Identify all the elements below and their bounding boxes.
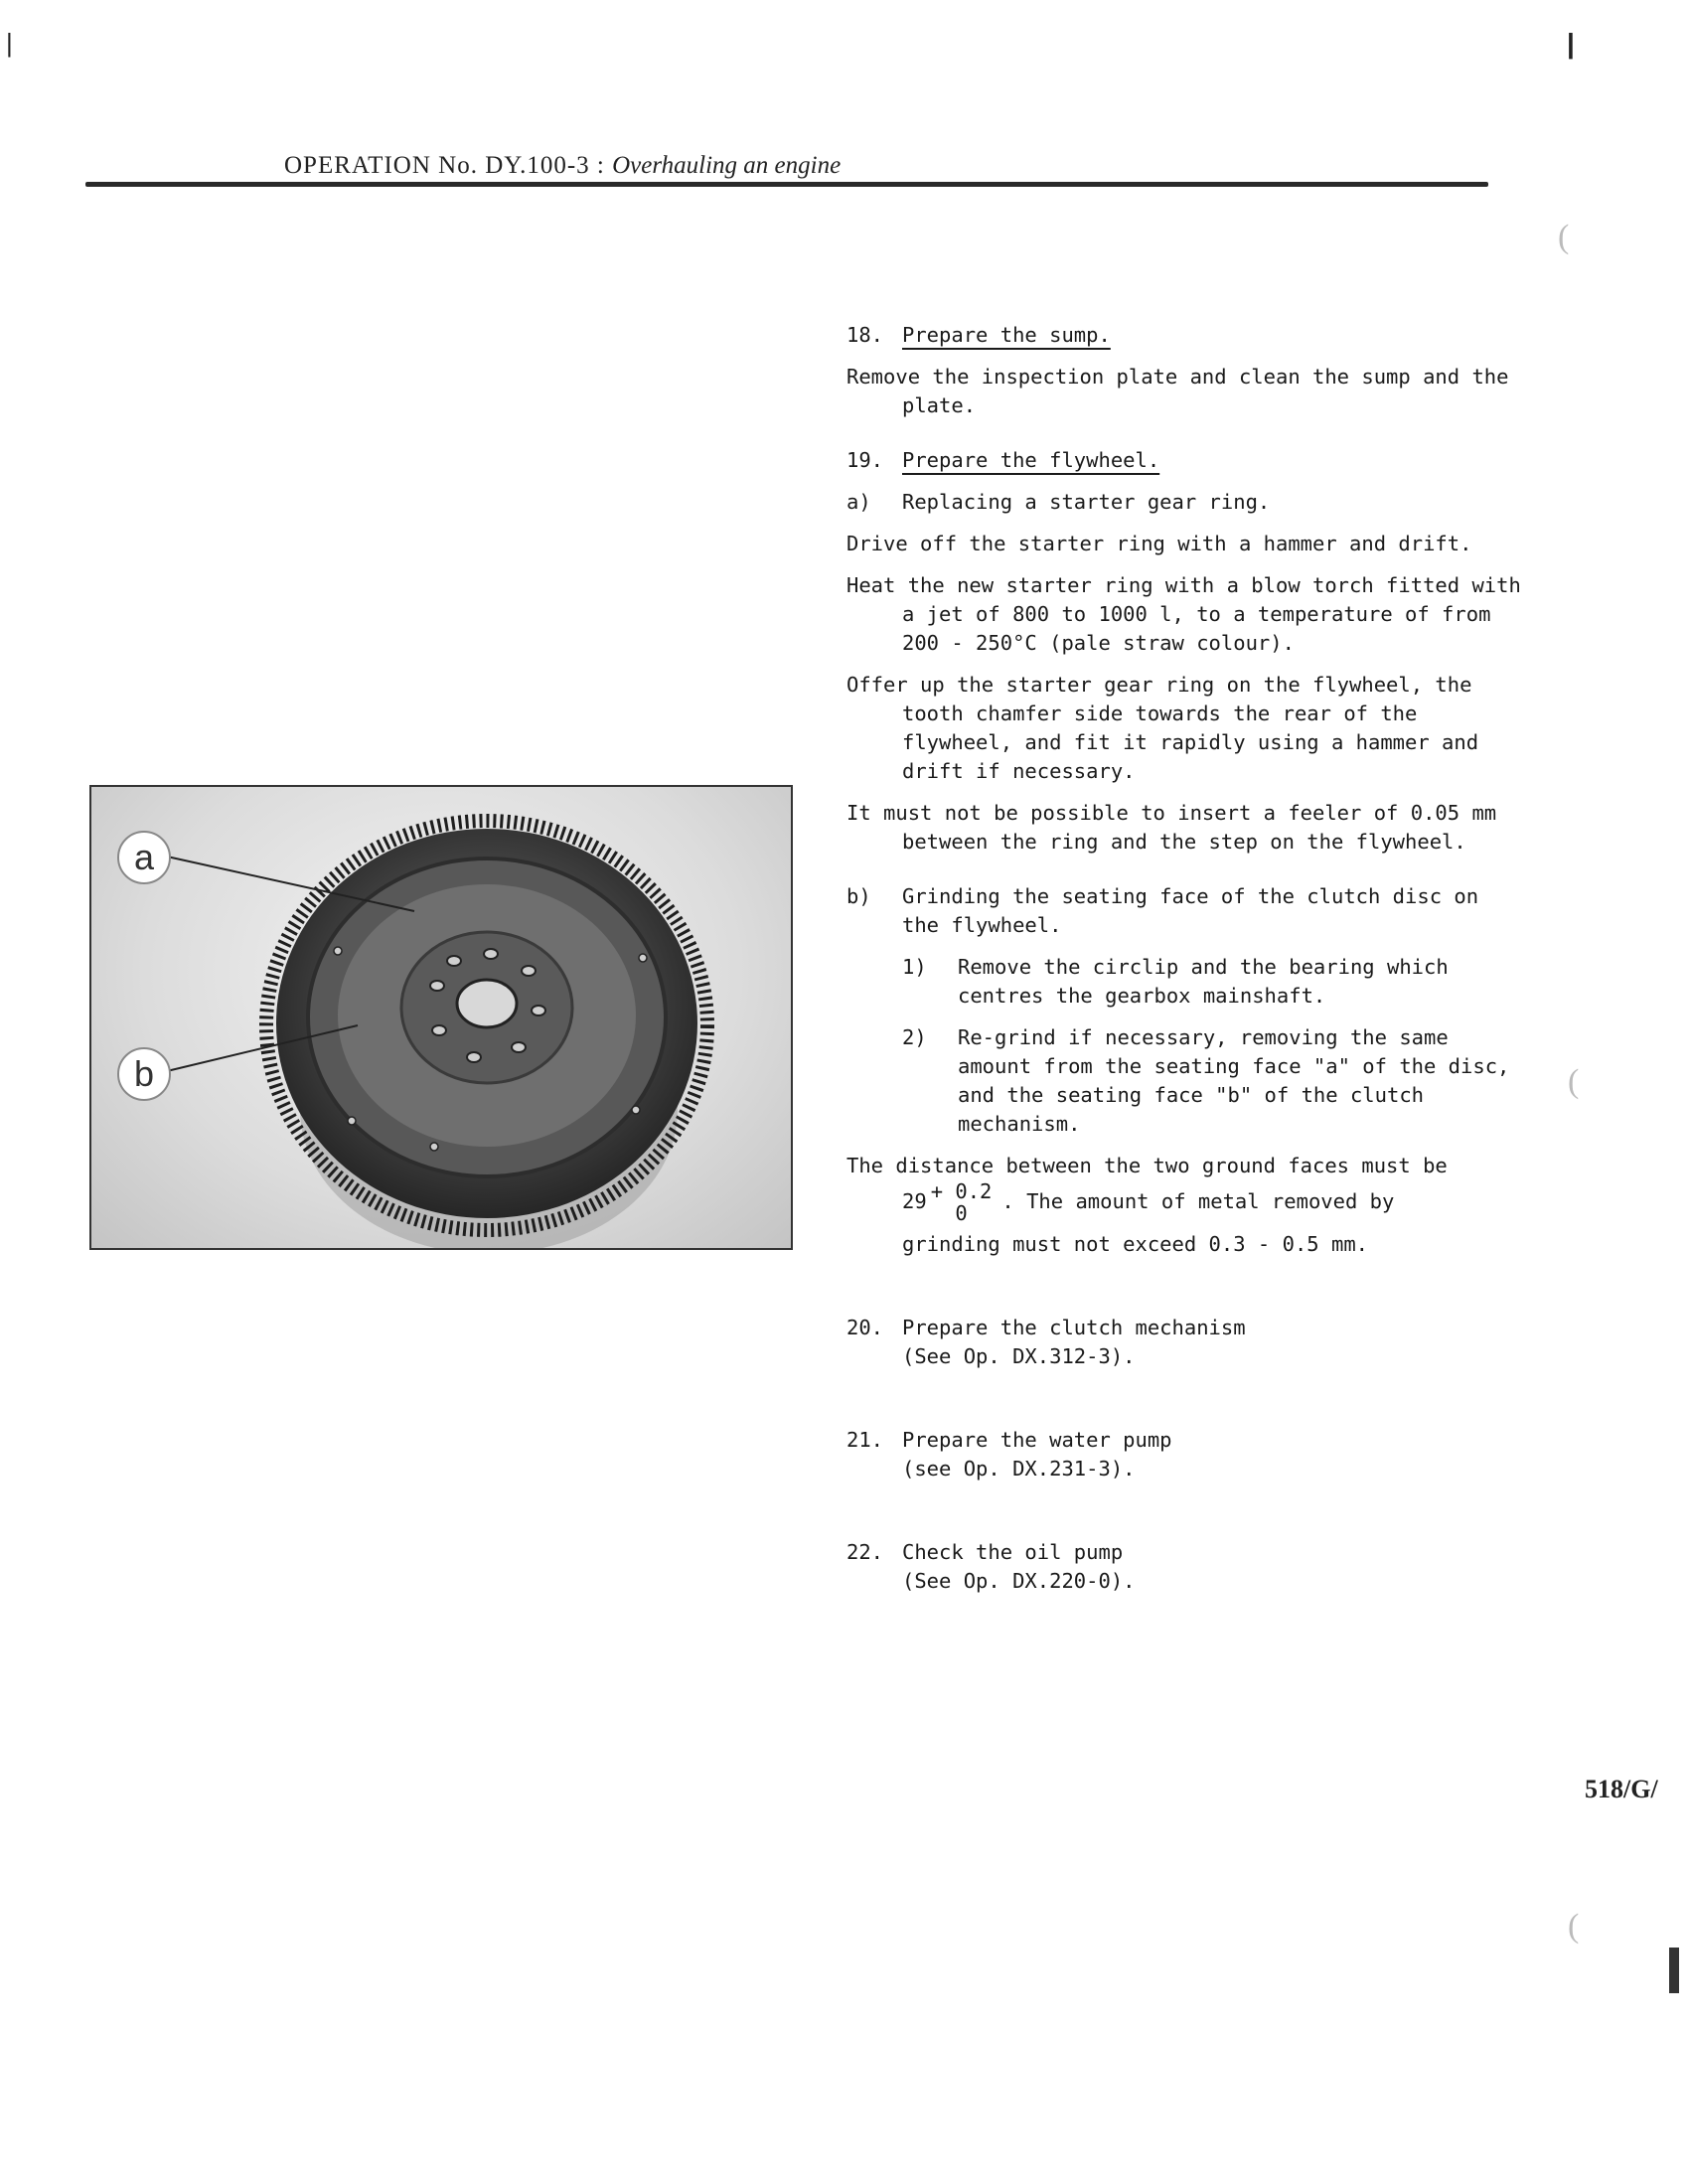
subsection-a (846, 488, 1522, 517)
substep-1 (846, 953, 1522, 1011)
section-20 (846, 1314, 1522, 1371)
section-19-heading (846, 446, 1522, 475)
substep-2 (846, 1023, 1522, 1139)
paragraph: Offer up the starter gear ring on the flywheel, the tooth chamfer side towards the rear of the flywheel, and fit it rapidly using a hammer and drift if necessary. (846, 673, 1479, 783)
step-number: 20. (846, 1316, 884, 1339)
scan-margin-mark: ( (1558, 219, 1570, 255)
page-header (284, 152, 841, 180)
step-title: Prepare the water pump (902, 1428, 1172, 1452)
instructions (846, 321, 1522, 1596)
scan-margin-mark: ( (1568, 1063, 1580, 1100)
subsection-title: Replacing a starter gear ring. (902, 490, 1271, 514)
step-number: 19. (846, 448, 884, 472)
tolerance (931, 1180, 993, 1224)
step-number: 18. (846, 323, 884, 347)
tolerance-upper: + 0.2 (930, 1179, 993, 1203)
callout-b: b (117, 1047, 171, 1101)
substep-text: Re-grind if necessary, removing the same amount from the seating face "a" of the disc, and the seating face "b" of the clutch mechanism. (958, 1025, 1510, 1136)
step-number: 21. (846, 1428, 884, 1452)
paragraph-continuation: . The amount of metal removed by (1001, 1189, 1395, 1213)
subsection-label: a) (846, 490, 871, 514)
header-rule (85, 182, 1488, 187)
step-reference: (See Op. DX.220-0). (902, 1569, 1136, 1593)
scan-edge-mark: | (6, 28, 13, 58)
substep-label: 2) (902, 1025, 927, 1049)
page-number: 518/G/ (1585, 1775, 1658, 1803)
operation-title: Overhauling an engine (612, 152, 842, 179)
tolerance-line (846, 1180, 1522, 1224)
operation-number: OPERATION No. DY.100-3 : (284, 152, 605, 179)
section-22 (846, 1538, 1522, 1596)
subsection-b (846, 882, 1522, 940)
step-number: 22. (846, 1540, 884, 1564)
paragraph: Heat the new starter ring with a blow torch fitted with a jet of 800 to 1000 l, to a temperature of from 200 - 250°C (pale straw colour). (846, 573, 1521, 655)
substep-text: Remove the circlip and the bearing which centres the gearbox mainshaft. (958, 955, 1449, 1008)
tolerance-lower: 0 (955, 1201, 968, 1225)
nominal-value: 29 (902, 1189, 927, 1213)
paragraph: Remove the inspection plate and clean the sump and the plate. (846, 365, 1509, 417)
step-title: Prepare the sump. (902, 323, 1111, 347)
section-18-heading (846, 321, 1522, 350)
paragraph-continuation: grinding must not exceed 0.3 - 0.5 mm. (902, 1232, 1368, 1256)
paragraph: The distance between the two ground faces must be (846, 1154, 1448, 1177)
centre-bore (457, 980, 517, 1027)
callout-a: a (117, 831, 171, 884)
subsection-title: Grinding the seating face of the clutch disc on the flywheel. (902, 884, 1479, 937)
flywheel-photo (89, 785, 793, 1250)
section-21 (846, 1426, 1522, 1483)
subsection-label: b) (846, 884, 871, 908)
step-title: Check the oil pump (902, 1540, 1124, 1564)
scan-edge-mark: | (1567, 28, 1575, 59)
step-title: Prepare the flywheel. (902, 448, 1160, 472)
step-title: Prepare the clutch mechanism (902, 1316, 1246, 1339)
scan-edge-bar (1669, 1948, 1679, 1993)
step-reference: (see Op. DX.231-3). (902, 1457, 1136, 1481)
paragraph: It must not be possible to insert a feeler of 0.05 mm between the ring and the step on the flywheel. (846, 801, 1497, 854)
flywheel-illustration (91, 787, 793, 1250)
step-reference: (See Op. DX.312-3). (902, 1344, 1136, 1368)
scan-margin-mark: ( (1568, 1908, 1580, 1945)
paragraph: Drive off the starter ring with a hammer and drift. (846, 532, 1472, 555)
substep-label: 1) (902, 955, 927, 979)
